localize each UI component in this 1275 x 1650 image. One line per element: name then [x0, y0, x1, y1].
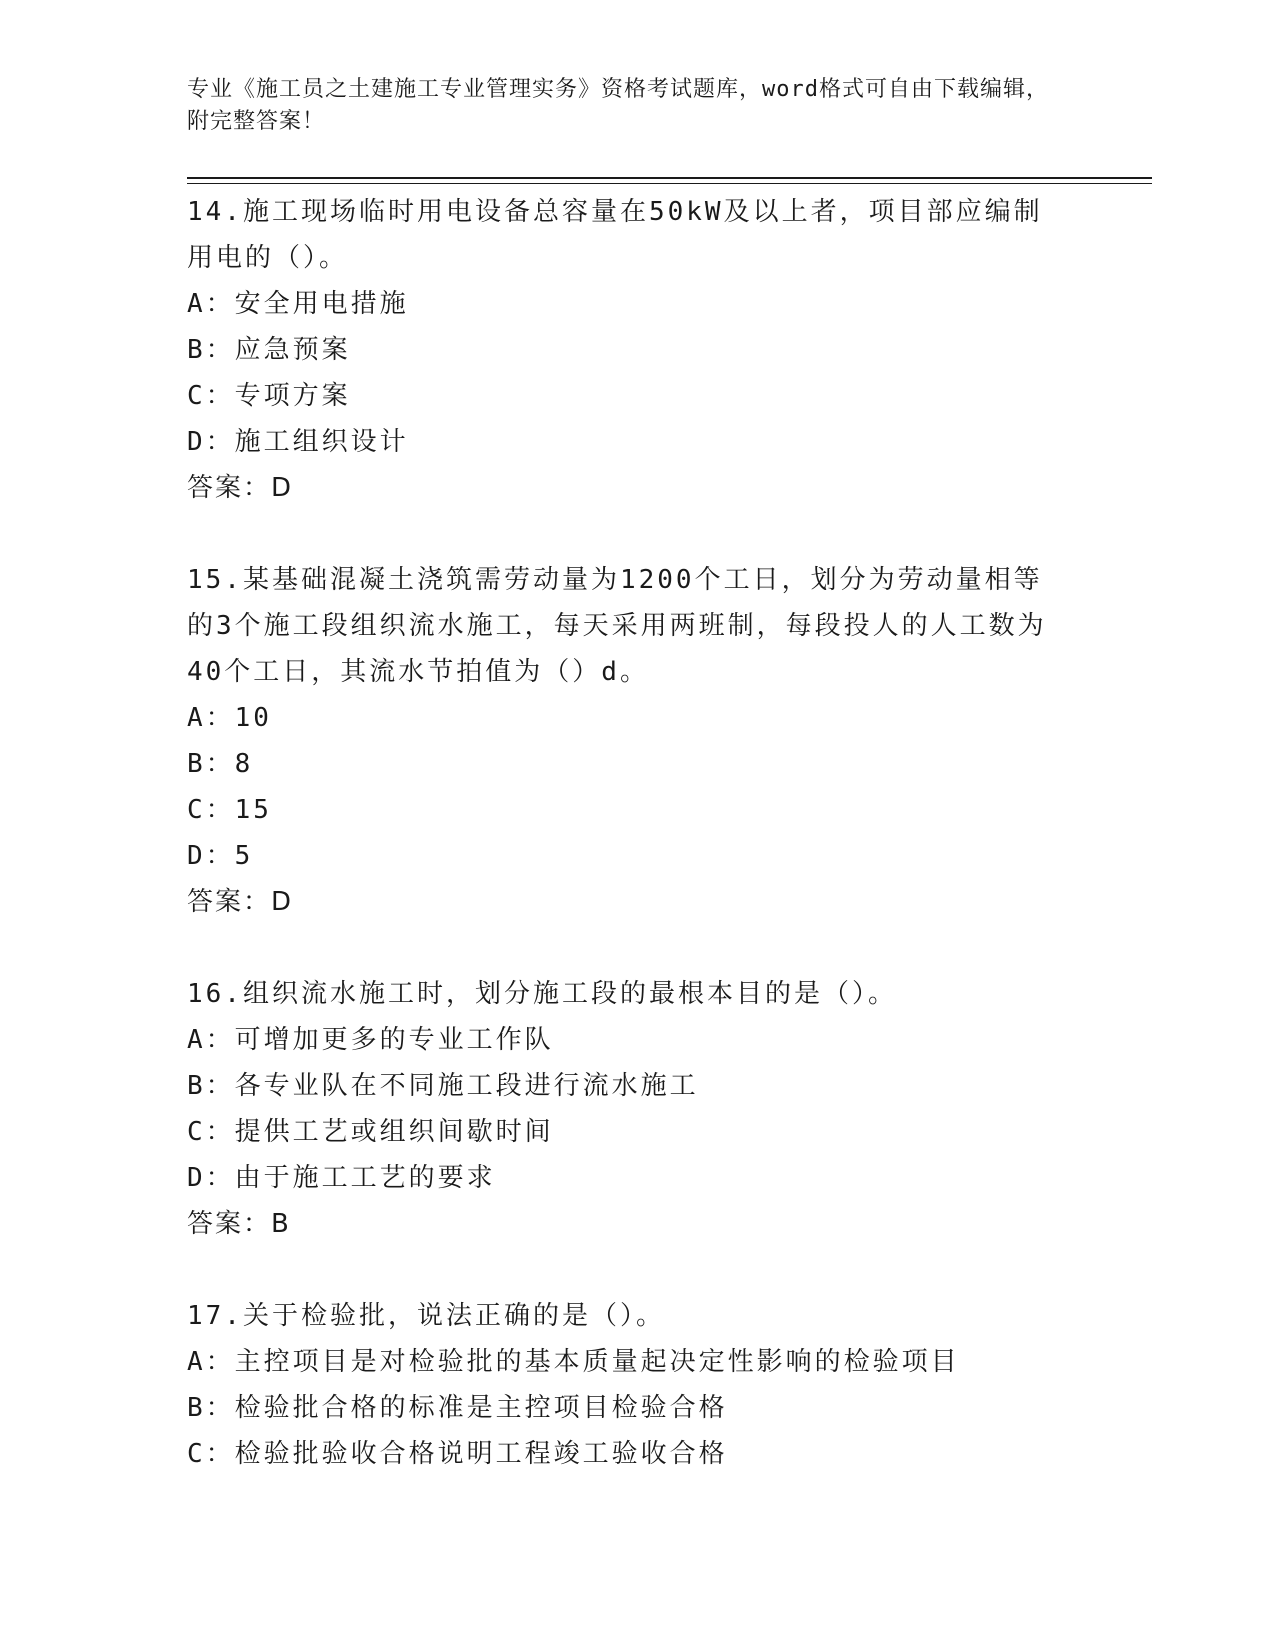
option-d: D：5	[187, 841, 254, 871]
option-b: B：应急预案	[187, 335, 351, 365]
option-b: B：各专业队在不同施工段进行流水施工	[187, 1071, 699, 1101]
question-spacer	[187, 925, 1067, 971]
question-text: 17.关于检验批，说法正确的是（）。	[187, 1301, 665, 1331]
option-c: C：专项方案	[187, 381, 351, 411]
question-14	[187, 189, 1067, 511]
question-text: 16.组织流水施工时，划分施工段的最根本目的是（）。	[187, 979, 897, 1009]
option-b: B：检验批合格的标准是主控项目检验合格	[187, 1393, 728, 1423]
option-a: A：10	[187, 703, 272, 733]
question-15	[187, 557, 1067, 925]
question-spacer	[187, 511, 1067, 557]
option-c: C：15	[187, 795, 272, 825]
question-list	[187, 189, 1067, 1477]
option-d: D：由于施工工艺的要求	[187, 1163, 496, 1193]
header-rule-thin	[187, 183, 1152, 184]
question-16	[187, 971, 1067, 1247]
option-a: A：主控项目是对检验批的基本质量起决定性影响的检验项目	[187, 1347, 960, 1377]
document-header: 专业《施工员之土建施工专业管理实务》资格考试题库，word格式可自由下载编辑，附完整答案！	[187, 77, 1049, 134]
header-rule-thick	[187, 177, 1152, 179]
option-a: A：安全用电措施	[187, 289, 409, 319]
option-b: B：8	[187, 749, 254, 779]
question-text: 15.某基础混凝土浇筑需劳动量为1200个工日，划分为劳动量相等的3个施工段组织流水施工，每天采用两班制，每段投人的人工数为40个工日，其流水节拍值为（）d。	[187, 565, 1047, 687]
option-d: D：施工组织设计	[187, 427, 409, 457]
answer: 答案：D	[187, 473, 294, 503]
question-text: 14.施工现场临时用电设备总容量在50kW及以上者，项目部应编制用电的（）。	[187, 197, 1043, 273]
option-a: A：可增加更多的专业工作队	[187, 1025, 554, 1055]
option-c: C：提供工艺或组织间歇时间	[187, 1117, 554, 1147]
question-spacer	[187, 1247, 1067, 1293]
option-c: C：检验批验收合格说明工程竣工验收合格	[187, 1439, 728, 1469]
question-17	[187, 1293, 1067, 1477]
answer: 答案：D	[187, 887, 294, 917]
answer: 答案：B	[187, 1209, 291, 1239]
